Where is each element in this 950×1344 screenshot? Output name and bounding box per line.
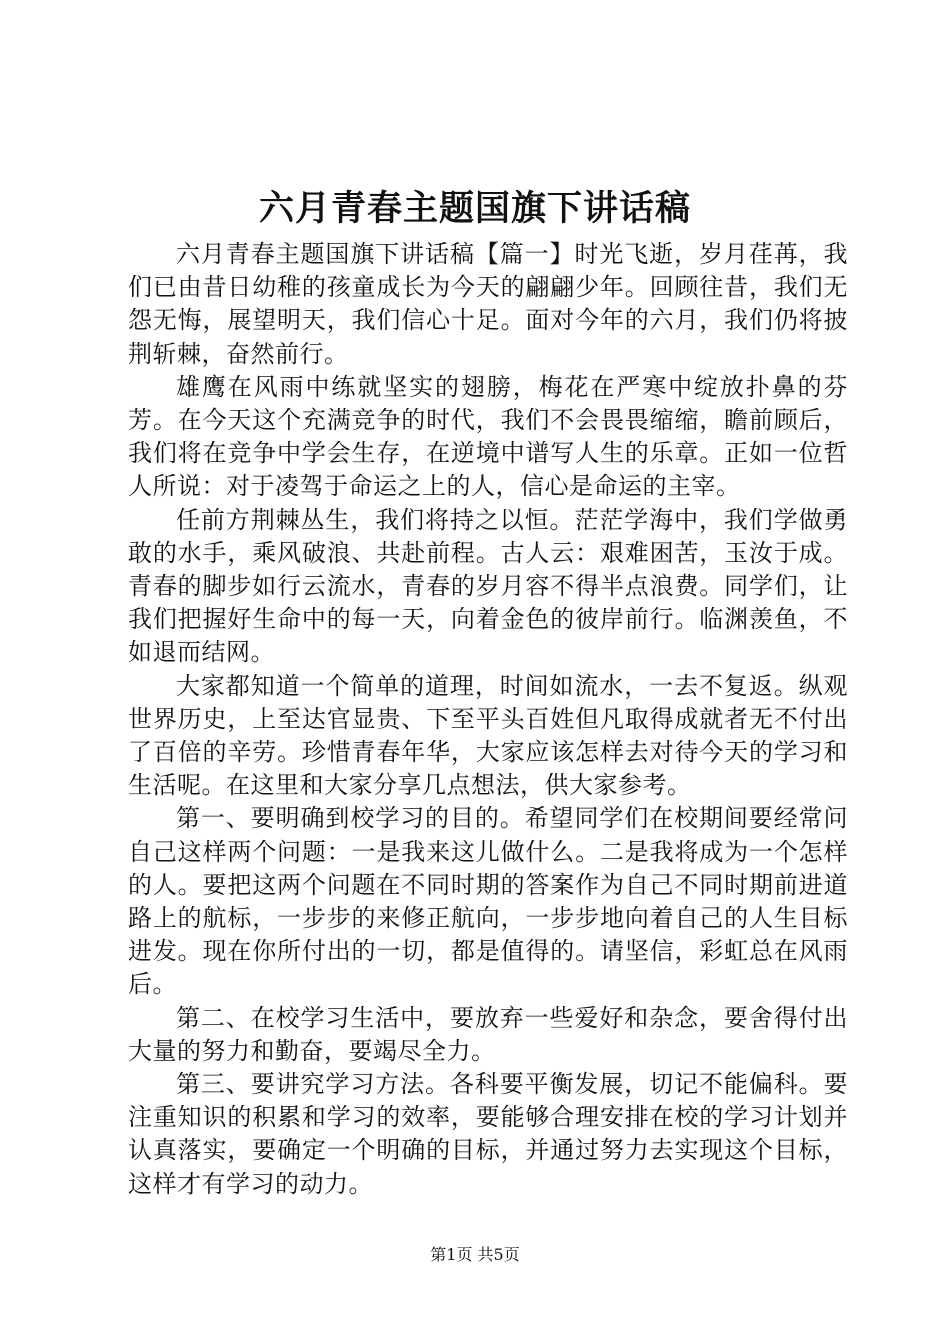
- document-body: [128, 238, 848, 1201]
- paragraph-4: 大家都知道一个简单的道理，时间如流水，一去不复返。纵观世界历史，上至达官显贵、下至平头百姓但凡取得成就者无不付出了百倍的辛劳。珍惜青春年华，大家应该怎样去对待今天的学习和生活呢。在这里和大家分享几点想法，供大家参考。: [128, 671, 848, 800]
- paragraph-7: 第三、要讲究学习方法。各科要平衡发展，切记不能偏科。要注重知识的积累和学习的效率，要能够合理安排在校的学习计划并认真落实，要确定一个明确的目标，并通过努力去实现这个目标，这样才有学习的动力。: [128, 1070, 848, 1198]
- page-number: 第1页 共5页: [430, 1245, 520, 1264]
- paragraph-3: 任前方荆棘丛生，我们将持之以恒。茫茫学海中，我们学做勇敢的水手，乘风破浪、共赴前程。古人云：艰难困苦，玉汝于成。青春的脚步如行云流水，青春的岁月容不得半点浪费。同学们，让我们把握好生命中的每一天，向着金色的彼岸前行。临渊羡鱼，不如退而结网。: [128, 505, 848, 667]
- paragraph-6: 第二、在校学习生活中，要放弃一些爱好和杂念，要舍得付出大量的努力和勤奋，要竭尽全力。: [128, 1003, 848, 1065]
- paragraph-1: 六月青春主题国旗下讲话稿【篇一】时光飞逝，岁月荏苒，我们已由昔日幼稚的孩童成长为今天的翩翩少年。回顾往昔，我们无怨无悔，展望明天，我们信心十足。面对今年的六月，我们仍将披荆斩棘，奋然前行。: [128, 240, 848, 368]
- document-title: 六月青春主题国旗下讲话稿: [258, 188, 691, 229]
- paragraph-2: 雄鹰在风雨中练就坚实的翅膀，梅花在严寒中绽放扑鼻的芬芳。在今天这个充满竞争的时代，我们不会畏畏缩缩，瞻前顾后，我们将在竞争中学会生存，在逆境中谱写人生的乐章。正如一位哲人所说：对于凌驾于命运之上的人，信心是命运的主宰。: [128, 372, 848, 501]
- paragraph-5: 第一、要明确到校学习的目的。希望同学们在校期间要经常问自己这样两个问题：一是我来这儿做什么。二是我将成为一个怎样的人。要把这两个问题在不同时期的答案作为自己不同时期前进道路上的航标，一步步的来修正航向，一步步地向着自己的人生目标进发。现在你所付出的一切，都是值得的。请坚信，彩虹总在风雨后。: [128, 804, 848, 999]
